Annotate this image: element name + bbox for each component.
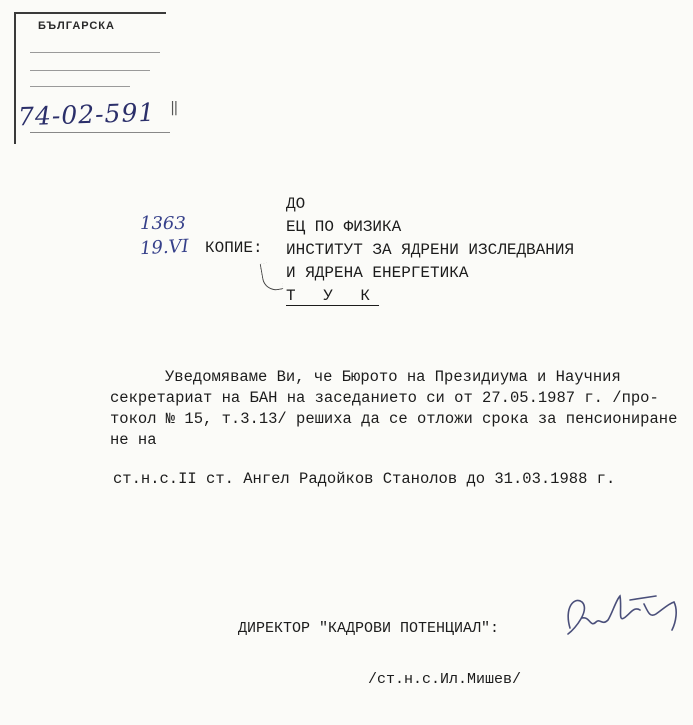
- handwritten-note: [140, 212, 189, 260]
- handwritten-date: 19.VI: [139, 235, 190, 260]
- addressee-to: ДО: [286, 195, 306, 213]
- addressee-here: Т У К: [286, 287, 380, 305]
- director-title: ДИРЕКТОР "КАДРОВИ ПОТЕНЦИАЛ":: [238, 620, 500, 637]
- addressee-line: ЕЦ ПО ФИЗИКА: [286, 218, 402, 236]
- body-line: Уведомяваме Ви, че Бюрото на Президиума и Научния: [165, 368, 621, 386]
- stamp-rule: [30, 52, 160, 53]
- copy-label: КОПИЕ:: [205, 239, 263, 257]
- handwritten-number: 1363: [140, 213, 186, 234]
- stamp-rule: [30, 86, 130, 87]
- body-line: не на: [110, 431, 157, 449]
- registration-stamp: [14, 12, 179, 144]
- signature-icon: [560, 588, 685, 648]
- pen-mark-icon: [260, 261, 284, 293]
- body-line: секретариат на БАН на заседанието си от 27.05.1987 г. /про-: [110, 389, 659, 407]
- stamp-mark-icon: ‖: [170, 101, 179, 117]
- stamp-border: [16, 12, 166, 14]
- addressee-line: ИНСТИТУТ ЗА ЯДРЕНИ ИЗСЛЕДВАНИЯ: [286, 241, 575, 259]
- stamp-title: БЪЛГАРСКА: [38, 20, 115, 32]
- signer-name: /ст.н.с.Ил.Мишев/: [368, 671, 522, 688]
- addressee-block: [286, 193, 574, 308]
- stamp-rule: [30, 70, 150, 71]
- letter-body: [110, 367, 677, 451]
- stamp-rule: [30, 132, 170, 133]
- body-line: токол № 15, т.3.13/ решиха да се отложи срока за пенсиониране: [110, 410, 678, 428]
- addressee-line: И ЯДРЕНА ЕНЕРГЕТИКА: [286, 264, 469, 282]
- registration-number: 74-02-591: [17, 97, 156, 132]
- person-line: ст.н.с.II ст. Ангел Радойков Станолов до 31.03.1988 г.: [113, 470, 616, 488]
